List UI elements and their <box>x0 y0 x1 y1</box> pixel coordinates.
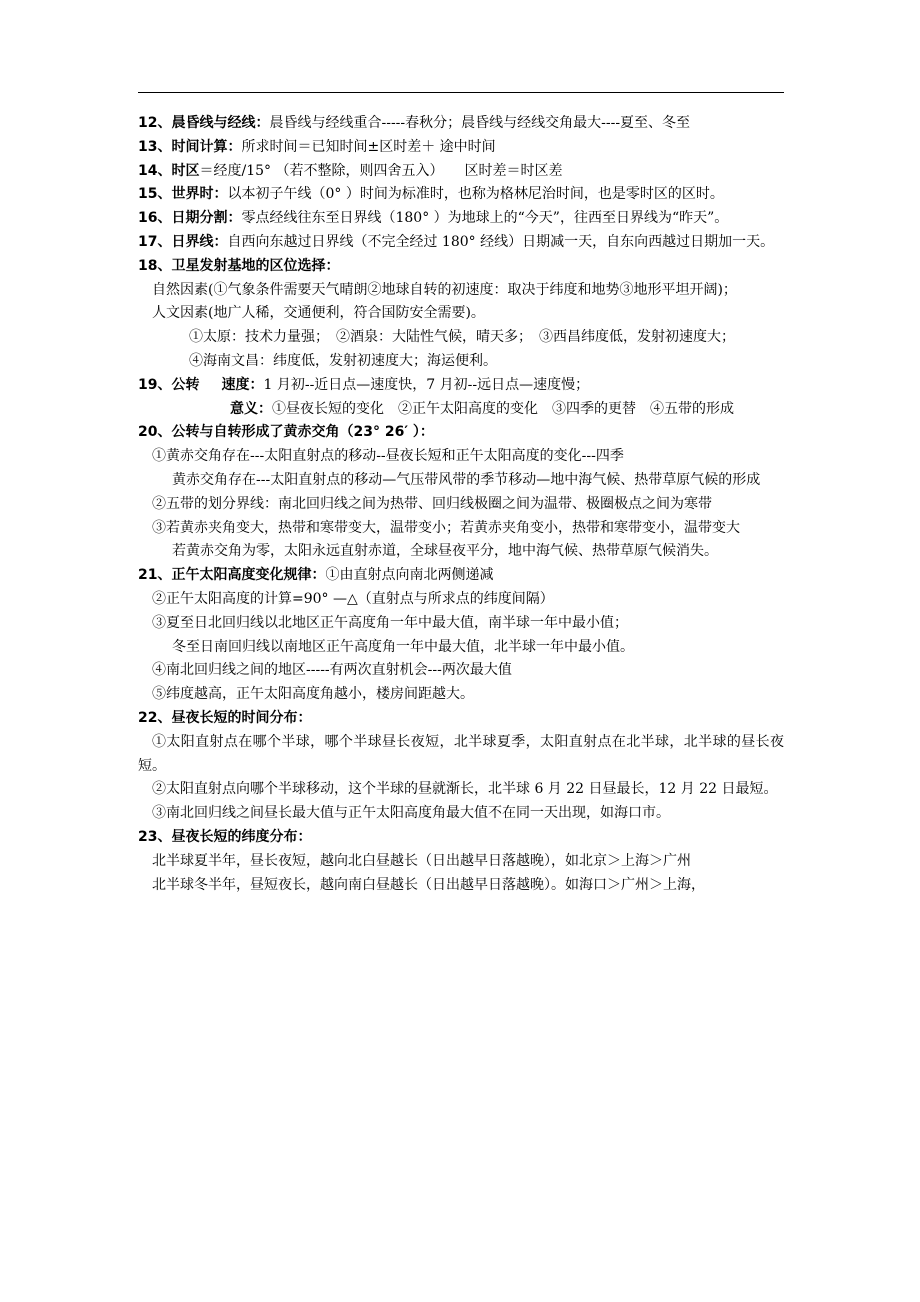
item-13-heading: 13、时间计算： <box>138 138 242 155</box>
item-18-human: 人文因素(地广人稀，交通便利，符合国防安全需要)。 <box>152 305 485 322</box>
item-19 <box>138 374 784 398</box>
item-18-base-1: ①太原：技术力量强； ②酒泉：大陆性气候，晴天多； ③西昌纬度低，发射初速度大； <box>189 329 735 346</box>
item-19-meaning-label: 意义： <box>230 400 272 417</box>
item-16 <box>138 207 784 231</box>
item-22 <box>138 707 784 731</box>
item-20 <box>138 421 784 445</box>
item-20-line-3: ②五带的划分界线：南北回归线之间为热带、回归线极圈之间为温带、极圈极点之间为寒带 <box>152 495 712 512</box>
item-13 <box>138 136 784 160</box>
item-20-heading: 20、公转与自转形成了黄赤交角（23° 26′ ）： <box>138 424 434 441</box>
item-22-line-2: ②太阳直射点向哪个半球移动，这个半球的昼就渐长，北半球 6 月 22 日昼最长，12 月 22 日最短。 <box>152 781 778 798</box>
item-22-line-3: ③南北回归线之间昼长最大值与正午太阳高度角最大值不在同一天出现，如海口市。 <box>152 805 670 822</box>
item-17-heading: 17、日界线： <box>138 233 228 250</box>
item-14-heading: 14、时区 <box>138 162 200 179</box>
item-17-text: 自西向东越过日界线（不完全经过 180° 经线）日期减一天，自东向西越过日期加一天。 <box>227 233 775 250</box>
item-12-heading: 12、晨昏线与经线： <box>138 115 270 131</box>
item-19-speed: 1 月初--近日点—速度快，7 月初--远日点—速度慢； <box>263 376 590 393</box>
item-15-heading: 15、世界时： <box>138 186 228 203</box>
item-21 <box>138 564 784 588</box>
item-23-line-2: 北半球冬半年，昼短夜长，越向南白昼越长（日出越早日落越晚）。如海口＞广州＞上海， <box>152 876 705 893</box>
item-18 <box>138 255 784 279</box>
item-22-line-1: ①太阳直射点在哪个半球，哪个半球昼长夜短，北半球夏季，太阳直射点在北半球，北半球的昼长夜短。 <box>138 733 784 774</box>
header-rule <box>138 92 784 93</box>
item-18-heading: 18、卫星发射基地的区位选择： <box>138 257 340 274</box>
item-21-line-2: ③夏至日北回归线以北地区正午高度角一年中最大值，南半球一年中最小值； <box>152 614 628 631</box>
item-19-meaning-text: ①昼夜长短的变化 ②正午太阳高度的变化 ③四季的更替 ④五带的形成 <box>272 400 734 417</box>
item-20-line-1: ①黄赤交角存在---太阳直射点的移动--昼夜长短和正午太阳高度的变化---四季 <box>152 448 624 465</box>
item-14 <box>138 160 784 184</box>
item-22-heading: 22、昼夜长短的时间分布： <box>138 709 312 726</box>
item-18-natural: 自然因素(①气象条件需要天气晴朗②地球自转的初速度：取决于纬度和地势③地形平坦开阔)； <box>152 281 737 298</box>
item-19-speed-label: 速度： <box>221 376 264 393</box>
item-13-text: 所求时间＝已知时间±区时差＋ 途中时间 <box>241 138 496 155</box>
item-21-first: ①由直射点向南北两侧递减 <box>325 567 494 584</box>
item-17 <box>138 231 784 255</box>
item-14-text: ＝经度/15° （若不整除，则四舍五入） 区时差＝时区差 <box>199 162 563 179</box>
item-12 <box>138 112 784 136</box>
item-15 <box>138 183 784 207</box>
notes-content <box>138 112 784 897</box>
item-23-line-1: 北半球夏半年，昼长夜短，越向北白昼越长（日出越早日落越晚），如北京＞上海＞广州 <box>152 852 691 869</box>
item-23-heading: 23、昼夜长短的纬度分布： <box>138 828 312 845</box>
item-21-line-1: ②正午太阳高度的计算=90° —△（直射点与所求点的纬度间隔） <box>152 590 554 607</box>
item-18-base-2: ④海南文昌：纬度低，发射初速度大；海运便利。 <box>189 352 497 369</box>
item-19-heading: 19、公转 <box>138 376 200 393</box>
item-21-line-4: ④南北回归线之间的地区-----有两次直射机会---两次最大值 <box>152 662 512 679</box>
item-20-line-4: ③若黄赤夹角变大，热带和寒带变大，温带变小；若黄赤夹角变小，热带和寒带变小，温带变大 <box>152 519 740 536</box>
item-21-line-5: ⑤纬度越高，正午太阳高度角越小，楼房间距越大。 <box>152 686 474 703</box>
item-21-heading: 21、正午太阳高度变化规律： <box>138 567 326 584</box>
item-23 <box>138 826 784 850</box>
item-16-text: 零点经线往东至日界线（180° ）为地球上的“今天”，往西至日界线为“昨天”。 <box>241 210 729 227</box>
item-20-line-2: 黄赤交角存在---太阳直射点的移动—气压带风带的季节移动—地中海气候、热带草原气候的形成 <box>172 471 761 488</box>
item-21-line-3: 冬至日南回归线以南地区正午高度角一年中最大值，北半球一年中最小值。 <box>172 638 634 655</box>
item-20-line-5: 若黄赤交角为零，太阳永远直射赤道，全球昼夜平分，地中海气候、热带草原气候消失。 <box>172 543 718 560</box>
item-16-heading: 16、日期分割： <box>138 210 242 227</box>
item-19-meaning <box>138 398 784 422</box>
item-12-text: 晨昏线与经线重合-----春秋分；晨昏线与经线交角最大----夏至、冬至 <box>269 115 691 131</box>
item-15-text: 以本初子午线（0° ）时间为标准时，也称为格林尼治时间，也是零时区的区时。 <box>227 186 724 203</box>
